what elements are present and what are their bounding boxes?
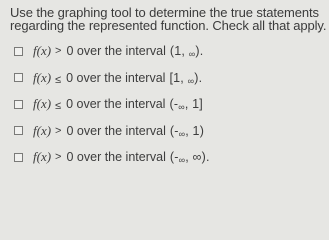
statement-text: 0 over the interval — [66, 150, 166, 165]
option-statement[interactable] — [33, 70, 202, 86]
interval-open: (1, — [169, 44, 189, 59]
interval — [170, 150, 210, 164]
interval-close: , ∞). — [185, 150, 210, 165]
checkbox[interactable] — [14, 126, 23, 135]
relation-symbol: ≤ — [55, 100, 62, 113]
interval-close: ). — [194, 70, 203, 85]
checkbox[interactable] — [14, 100, 23, 109]
interval-close: , 1) — [185, 123, 205, 138]
function-label: f(x) — [33, 96, 52, 112]
infinity-symbol: ∞ — [188, 49, 196, 60]
function-label: f(x) — [33, 149, 52, 165]
interval — [170, 124, 204, 138]
infinity-symbol: ∞ — [187, 75, 195, 86]
interval — [169, 71, 202, 85]
option-4[interactable] — [10, 118, 323, 145]
checkbox[interactable] — [14, 47, 23, 56]
checkbox[interactable] — [14, 153, 23, 162]
option-statement[interactable] — [33, 149, 210, 165]
option-statement[interactable] — [33, 43, 203, 59]
interval-close: , 1] — [184, 97, 203, 112]
option-1[interactable] — [10, 38, 323, 65]
interval-open: (- — [169, 123, 179, 138]
interval-open: (- — [169, 150, 179, 165]
question-line-1: Use the graphing tool to determine the true statements — [10, 5, 319, 20]
checkbox[interactable] — [14, 73, 23, 82]
statement-text: 0 over the interval — [66, 44, 166, 59]
infinity-symbol: ∞ — [178, 102, 185, 113]
option-statement[interactable] — [33, 123, 204, 139]
infinity-symbol: ∞ — [178, 128, 186, 139]
relation-symbol: ≤ — [55, 73, 62, 86]
option-3[interactable] — [10, 91, 323, 118]
question-prompt — [10, 5, 327, 33]
relation-symbol: > — [55, 124, 62, 137]
interval — [170, 44, 204, 58]
relation-symbol: > — [55, 151, 62, 164]
answer-options — [10, 38, 323, 171]
statement-text: 0 over the interval — [66, 97, 166, 112]
option-2[interactable] — [10, 65, 323, 92]
interval-open: [1, — [169, 70, 188, 85]
statement-text: 0 over the interval — [66, 123, 166, 138]
statement-text: 0 over the interval — [66, 70, 166, 85]
function-label: f(x) — [33, 43, 52, 59]
function-label: f(x) — [33, 69, 52, 85]
relation-symbol: > — [55, 45, 62, 58]
interval-open: (- — [169, 97, 179, 112]
interval-close: ). — [195, 44, 204, 59]
infinity-symbol: ∞ — [178, 155, 186, 166]
option-statement[interactable] — [33, 96, 203, 112]
function-label: f(x) — [33, 122, 52, 138]
question-line-2: regarding the represented function. Check all that apply. — [10, 18, 327, 33]
interval — [169, 97, 203, 111]
option-5[interactable] — [10, 144, 323, 171]
